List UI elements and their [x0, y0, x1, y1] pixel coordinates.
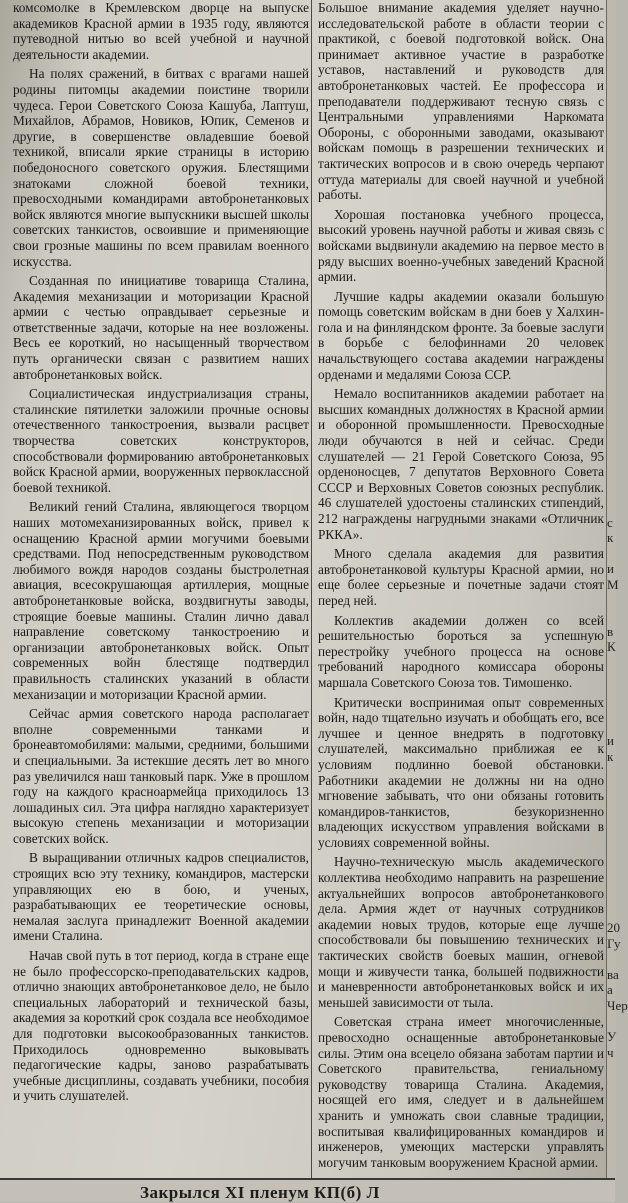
right-column-paragraph: Большое внимание академия уделяет научно-исследовательской работе в области теории с практикой, с боевой подготовкой войск. Она принимает активное участие в разработке уставов, наставлений и руководств для автобронетанковых частей. Ее профессора и преподаватели поддерживают тесную связь с Центральными управлениями Наркомата Обороны, с оборонными заводами, оказывают войскам помощь в разрешении технических и тактических вопросов и в свою очередь черпают оттуда материалы для своей научной и учебной работы. [318, 0, 604, 203]
edge-text-fragment [607, 608, 616, 624]
right-column-paragraph: Хорошая постановка учебного процесса, высокий уровень научной работы и живая связь с войсками выдвинули академию на первое место в ряду высших военно-учебных заведений Красной армии. [318, 206, 604, 285]
edge-text-fragment: с [607, 514, 613, 530]
right-column-paragraph: Научно-техническую мысль академического коллектива необходимо направить на разрешение актуальнейших вопросов автобронетанкового дела. Армия ждет от научных сотрудников академии новых трудов, которые еще лучше способствовали бы повышению технических и тактических свойств боевых машин, огневой мощи и живучести танка, большей подвижности и маневренности автобронетанковых войск и их меньшей зависимости от тыла. [318, 854, 604, 1010]
edge-text-fragment [607, 437, 616, 453]
edge-text-fragment [607, 31, 616, 47]
edge-text-fragment [607, 951, 616, 967]
edge-text-fragment [607, 1092, 616, 1108]
edge-text-fragment [607, 546, 616, 562]
edge-text-fragment [607, 842, 616, 858]
edge-text-fragment [607, 218, 616, 234]
edge-text-fragment: а [607, 982, 613, 998]
left-column-paragraph: Сейчас армия советского народа располагает вполне современными танками и бронеавтомобилями: малыми, средними, большими и специальными. За истекшие десять лет во много раз увеличился наш танковый парк. Уже в прошлом году на каждого красноармейца приходилось 13 лошадиных сил. Эта цифра наглядно характеризует высокую степень механизации и моторизации советских войск. [13, 706, 309, 846]
edge-text-fragment: Гу [607, 935, 621, 951]
edge-text-fragment [607, 873, 616, 889]
edge-text-fragment [607, 203, 616, 219]
right-column-paragraph: Критически воспринимая опыт современных войн, надо тщательно изучать и обобщать его, все лучшее и ценное внедрять в подготовку слушателей, максимально приближая ее к условиям подлинно боевой обстановки. Работники академии не должны ни на одно мгновение забывать, что они обязаны готовить командиров-танкистов, безукоризненно владеющих искусством управления войсками в условиях современной войны. [318, 694, 604, 850]
edge-text-fragment [607, 421, 616, 437]
edge-text-fragment [607, 156, 616, 172]
left-column-paragraph: На полях сражений, в битвах с врагами нашей родины питомцы академии поистине творили чудеса. Герои Советского Союза Кашуба, Лаптуш, Михайлов, Абрамов, Новиков, Юпик, Семенов и другие, в совершенстве овладевшие боевой техникой, вписали яркие страницы в историю победоносного советского оружия. Блестящими знатоками сложной боевой техники, превосходными командирами автобронетанковых войск являются многие выпускники высшей школы советских танкистов, освоившие и применяющие свои грозные машины по всем правилам военного искусства. [13, 66, 309, 269]
left-column-paragraph: Созданная по инициативе товарища Сталина, Академия механизации и моторизации Красной армии с честью оправдывает серьезные и ответственные задачи, которые на нее возложены. Весь ее короткий, но насыщенный творчеством путь органически связан с развитием наших автобронетанковых войск. [13, 273, 309, 382]
edge-text-fragment [607, 62, 616, 78]
edge-text-fragment [607, 0, 616, 16]
edge-text-fragment [607, 1076, 616, 1092]
adjacent-column-fragment [606, 0, 628, 1180]
edge-text-fragment: Чер [607, 998, 628, 1013]
article-column-left [13, 0, 309, 1178]
edge-text-fragment [607, 359, 616, 375]
edge-text-fragment [607, 1014, 616, 1030]
edge-text-fragment: 20 [607, 920, 620, 936]
edge-text-fragment [607, 826, 616, 842]
edge-text-fragment [607, 109, 616, 125]
edge-text-fragment [607, 468, 616, 484]
edge-text-fragment: ч [607, 1044, 614, 1060]
edge-text-fragment [607, 405, 616, 421]
column-rule [311, 0, 312, 1180]
edge-text-fragment [607, 296, 616, 312]
edge-text-fragment [607, 671, 616, 687]
edge-text-fragment: К [607, 639, 616, 655]
edge-text-fragment: М [607, 576, 619, 592]
next-article-heading-strip [0, 1178, 615, 1202]
edge-text-fragment [607, 172, 616, 188]
edge-text-fragment [607, 16, 616, 32]
edge-text-fragment: в [607, 623, 614, 639]
edge-text-fragment [607, 250, 616, 266]
edge-text-fragment [607, 795, 616, 811]
edge-text-fragment [607, 655, 616, 671]
edge-text-fragment [607, 904, 616, 920]
left-column-paragraph: Социалистическая индустриализация страны, сталинские пятилетки заложили прочные основы отечественного танкостроения, вызвали расцвет творчества советских конструкторов, способствовали формированию автобронетанковых войск Красной армии, вооруженных первоклассной боевой техникой. [13, 386, 309, 495]
edge-text-fragment [607, 187, 616, 203]
edge-text-fragment: и [607, 561, 614, 577]
next-article-heading: Закрылся XI пленум КП(б) Л [140, 1183, 380, 1202]
edge-text-fragment [607, 1107, 616, 1123]
edge-text-fragment: к [607, 748, 614, 764]
edge-text-fragment [607, 390, 616, 406]
right-column-paragraph: Коллектив академии должен со всей решительностью бороться за успешную перестройку учебного процесса на основе требований народного комиссара обороны маршала Советского Союза тов. Тимошенко. [318, 612, 604, 690]
article-column-right [318, 0, 604, 1178]
right-column-paragraph: Немало воспитанников академии работает на высших командных должностях в Красной армии и оборонной промышленности. Превосходные люди обучаются в ней и сейчас. Среди слушателей — 21 Герой Советского Союза, 95 орденоносцев, 7 депутатов Верховного Совета СССР и Верховных Советов союзных республик. 46 слушателей удостоены сталинских стипендий, 212 награждены нагрудными знаками «Отличник РККА». [318, 386, 604, 542]
edge-text-fragment: к [607, 530, 614, 546]
edge-text-fragment [607, 499, 616, 515]
edge-text-fragment [607, 780, 616, 796]
left-column-paragraph: Великий гений Сталина, являющегося творцом наших мотомеханизированных войск, привел к оснащению Красной армии могучими боевыми средствами. Под непосредственным руководством любимого вождя народов созданы быстролетная авиация, всесокрушающая артиллерия, мощные автобронетанковые войска, воздвигнуты заводы, строящие боевые машины. Сталин лично давал направление советскому танкостроению и организации автобронетанковых войск. Опыт современных войн блестяще подтвердил правильность сталинских указаний в области механизации и моторизации Красной армии. [13, 499, 309, 702]
edge-text-fragment [607, 483, 616, 499]
edge-text-fragment [607, 94, 616, 110]
left-column-paragraph: Начав свой путь в тот период, когда в стране еще не было профессорско-преподавательских кадров, отлично знающих автобронетанковое дело, не было специальных лабораторий и технической базы, академия за короткий срок создала все необходимое для подготовки высокообразованных танкистов. Приходилось одновременно выковывать педагогические кадры, заново разрабатывать учебные дисциплины, создавать учебники, пособия и учить слушателей. [13, 948, 309, 1104]
edge-text-fragment [607, 702, 616, 718]
edge-text-fragment [607, 265, 616, 281]
edge-text-fragment [607, 889, 616, 905]
edge-text-fragment [607, 811, 616, 827]
edge-text-fragment [607, 343, 616, 359]
edge-text-fragment [607, 1060, 616, 1076]
edge-text-fragment [607, 374, 616, 390]
edge-text-fragment [607, 234, 616, 250]
left-column-paragraph: комсомолке в Кремлевском дворце на выпуске академиков Красной армии в 1935 году, являются путеводной нитью во всей учебной и научной деятельности академии. [13, 0, 309, 62]
right-column-paragraph: Лучшие кадры академии оказали большую помощь советским войскам в дни боев у Халхин-гола и на финляндском фронте. За боевые заслуги в борьбе с белофиннами 20 человек начальствующего состава академии награждены орденами и медалями Союза ССР. [318, 288, 604, 382]
right-column-paragraph: Много сделала академия для развития автобронетанковой культуры Красной армии, но еще более серьезные и почетные задачи стоят перед ней. [318, 546, 604, 608]
edge-text-fragment [607, 327, 616, 343]
edge-text-fragment [607, 593, 616, 609]
edge-text-fragment: У [607, 1029, 617, 1045]
edge-text-fragment [607, 78, 616, 94]
edge-text-fragment: ва [607, 966, 619, 982]
edge-text-fragment [607, 452, 616, 468]
right-column-paragraph: Советская страна имеет многочисленные, превосходно оснащенные автобронетанковые силы. Этим она всецело обязана заботам партии и Советского правительства, гениальному руководству товарища Сталина. Академия, носящей его имя, следует и в дальнейшем хранить и умножать свои славные традиции, воспитывая квалифицированных командиров и инженеров, умеющих мастерски управлять могучим танковым вооружением Красной армии. [318, 1014, 604, 1170]
edge-text-fragment [607, 312, 616, 328]
edge-text-fragment [607, 764, 616, 780]
edge-text-fragment: и [607, 732, 614, 748]
edge-text-fragment [607, 717, 616, 733]
left-column-paragraph: В выращивании отличных кадров специалистов, строящих всю эту технику, командиров, мастерски управляющих ею в бою, и ученых, разрабатывающих ее теоретические основы, немалая заслуга принадлежит Военной академии имени Сталина. [13, 850, 309, 944]
edge-text-fragment [607, 281, 616, 297]
edge-text-fragment [607, 140, 616, 156]
edge-text-fragment [607, 858, 616, 874]
edge-text-fragment [607, 47, 616, 63]
edge-text-fragment [607, 686, 616, 702]
edge-text-fragment [607, 125, 616, 141]
